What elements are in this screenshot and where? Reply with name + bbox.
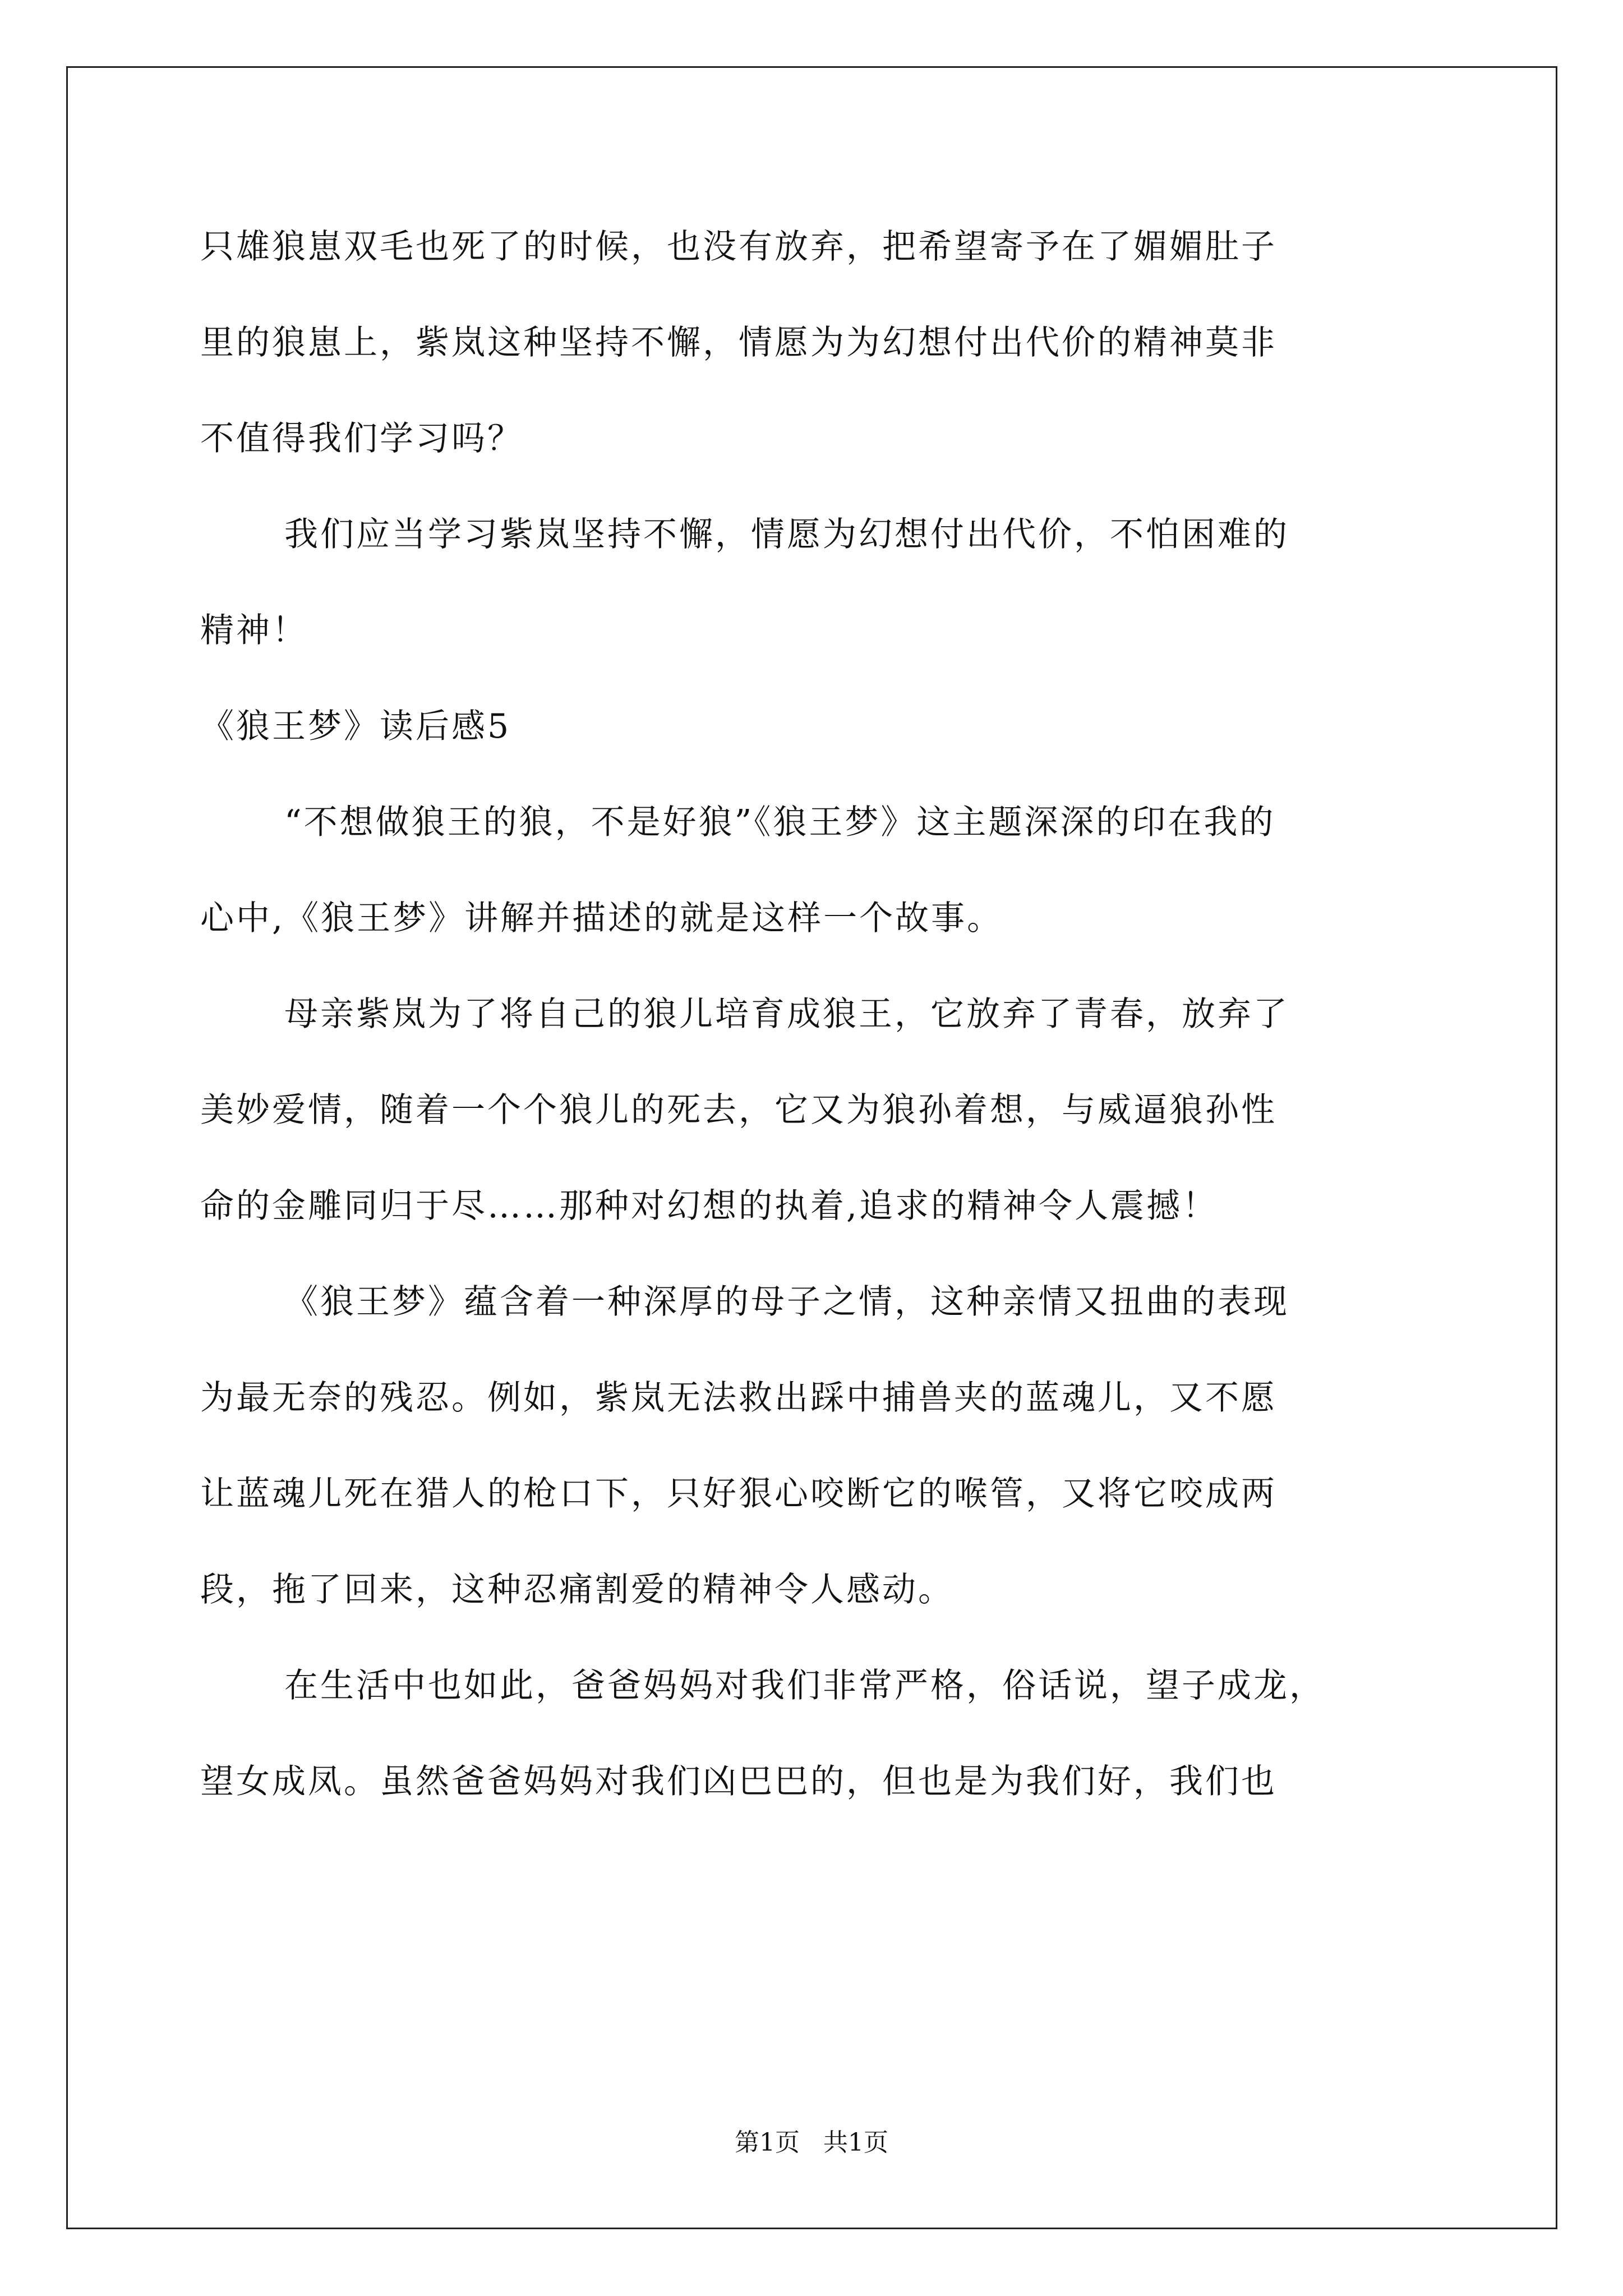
paragraph-start: 在生活中也如此，爸爸妈妈对我们非常严格，俗话说，望子成龙， bbox=[284, 1666, 1325, 1705]
text-line: 美妙爱情，随着一个个狼儿的死去，它又为狼孙着想，与威逼狼孙性 bbox=[200, 1091, 1277, 1130]
text-line: 为最无奈的残忍。例如，紫岚无法救出踩中捕兽夹的蓝魂儿，又不愿 bbox=[200, 1378, 1277, 1418]
page-number: 第1页 bbox=[735, 2128, 800, 2157]
text-line: 让蓝魂儿死在猎人的枪口下，只好狠心咬断它的喉管，又将它咬成两 bbox=[200, 1474, 1277, 1513]
section-heading: 《狼王梦》读后感5 bbox=[200, 707, 511, 746]
text-line: 只雄狼崽双毛也死了的时候，也没有放弃，把希望寄予在了媚媚肚子 bbox=[200, 227, 1277, 266]
document-body bbox=[200, 208, 1451, 1838]
text-line: 精神！ bbox=[200, 611, 308, 650]
paragraph-start: “不想做狼王的狼，不是好狼”《狼王梦》这主题深深的印在我的 bbox=[284, 803, 1276, 842]
text-line: 段，拖了回来，这种忍痛割爱的精神令人感动。 bbox=[200, 1570, 954, 1609]
paragraph-start: 母亲紫岚为了将自己的狼儿培育成狼王，它放弃了青春，放弃了 bbox=[284, 995, 1289, 1034]
page-total: 共1页 bbox=[823, 2128, 888, 2157]
text-line: 望女成凤。虽然爸爸妈妈对我们凶巴巴的，但也是为我们好，我们也 bbox=[200, 1762, 1277, 1801]
text-line: 里的狼崽上，紫岚这种坚持不懈，情愿为为幻想付出代价的精神莫非 bbox=[200, 323, 1277, 362]
text-line: 不值得我们学习吗？ bbox=[200, 419, 523, 458]
page-footer bbox=[0, 2126, 1623, 2160]
paragraph-start: 我们应当学习紫岚坚持不懈，情愿为幻想付出代价，不怕困难的 bbox=[284, 515, 1289, 554]
text-line: 心中,《狼王梦》讲解并描述的就是这样一个故事。 bbox=[200, 899, 1003, 938]
paragraph-start: 《狼王梦》蕴含着一种深厚的母子之情，这种亲情又扭曲的表现 bbox=[284, 1282, 1289, 1322]
text-line: 命的金雕同归于尽……那种对幻想的执着,追求的精神令人震撼！ bbox=[200, 1186, 1219, 1226]
